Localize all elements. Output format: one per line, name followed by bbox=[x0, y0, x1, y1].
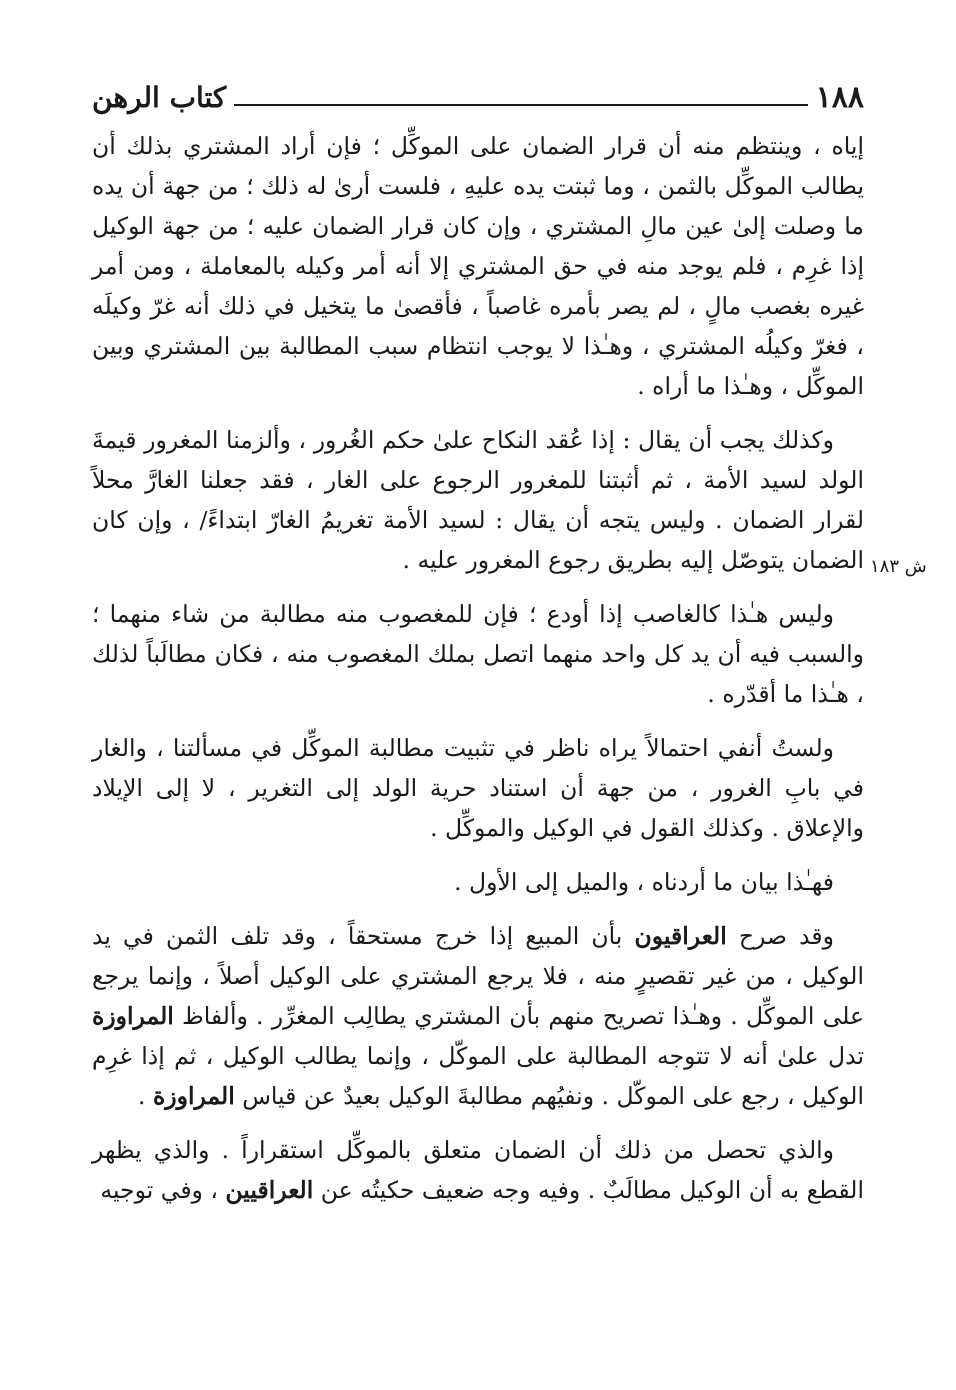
page-number: ١٨٨ bbox=[815, 80, 864, 115]
paragraph-5: فهـٰذا بيان ما أردناه ، والميل إلى الأول . bbox=[454, 868, 834, 896]
margin-note: ش ١٨٣ bbox=[870, 556, 927, 577]
paragraph-6 bbox=[92, 916, 864, 1116]
paragraph-2: وكذلك يجب أن يقال : إذا عُقد النكاح علىٰ حكم الغُرور ، وألزمنا المغرور قيمةَ الولد لسيد الأمة ، ثم أثبتنا للمغرور الرجوع على الغار ، فقد جعلنا الغارَّ محلاً لقرار الضمان . وليس يتجه أن يقال : لسيد الأمة تغريمُ الغارّ ابتداءً/ ، وإن كان الضمان يتوصّل إليه بطريق رجوع المغرور عليه . bbox=[92, 426, 864, 574]
highlighted-term: العراقيون bbox=[634, 922, 727, 950]
header-rule bbox=[234, 104, 807, 106]
paragraph-3: وليس هـٰذا كالغاصب إذا أودع ؛ فإن للمغصوب منه مطالبة من شاء منهما ؛ والسبب فيه أن يد كل واحد منهما اتصل بملك المغصوب منه ، فكان مطالَباً لذلك ، هـٰذا ما أقدّره . bbox=[92, 600, 864, 708]
paragraph-1: إياه ، وينتظم منه أن قرار الضمان على الموكِّل ؛ فإن أراد المشتري بذلك أن يطالب الموكِّل بالثمن ، وما ثبتت يده عليهِ ، فلست أرىٰ له ذلك ؛ من جهة أن يده ما وصلت إلىٰ عين مالِ المشتري ، وإن كان قرار الضمان عليه ؛ من جهة الوكيل إذا غرِم ، فلم يوجد منه في حق المشتري إلا أنه أمر وكيله بالمعاملة ، ومن أمر غيره بغصب مالٍ ، لم يصر بأمره غاصباً ، فأقصىٰ ما يتخيل في ذلك أنه غرّ وكيلَه ، فغرّ وكيلُه المشتري ، وهـٰذا لا يوجب انتظام سبب المطالبة بين المشتري وبين الموكِّل ، وهـٰذا ما أراه . bbox=[92, 132, 864, 400]
paragraph-6-text: بأن المبيع إذا خرج مستحقاً ، وقد تلف الثمن في يد الوكيل ، من غير تقصيرٍ منه ، فلا يرجع المشتري على الوكيل أصلاً ، وإنما يرجع على الموكِّل . وهـٰذا تصريح منهم بأن المشتري يطالِب المغرِّر . وألفاظ bbox=[92, 922, 864, 1030]
highlighted-term: المراوزة bbox=[92, 1002, 174, 1030]
page-header bbox=[92, 76, 864, 116]
body-text bbox=[92, 126, 864, 1224]
paragraph-6-text: . bbox=[137, 1082, 153, 1110]
highlighted-term: المراوزة bbox=[152, 1082, 235, 1110]
paragraph-7-text: ، وفي توجيه bbox=[100, 1176, 226, 1204]
paragraph-7 bbox=[92, 1130, 864, 1210]
highlighted-term: العراقيين bbox=[225, 1176, 314, 1204]
paragraph-6-text: وقد صرح bbox=[726, 922, 834, 950]
paragraph-6-text: تدل علىٰ أنه لا تتوجه المطالبة على الموكّل ، وإنما يطالب الوكيل ، ثم إذا غرِم الوكيل ، رجع على الموكّل . ونفيُهم مطالبةَ الوكيل بعيدٌ عن قياس bbox=[92, 1042, 864, 1110]
book-title: كتاب الرهن bbox=[92, 81, 227, 114]
paragraph-7-text: والذي تحصل من ذلك أن الضمان متعلق بالموكِّل استقراراً . والذي يظهر القطع به أن الوكيل مطالَبٌ . وفيه وجه ضعيف حكيتُه عن bbox=[92, 1136, 864, 1204]
paragraph-4: ولستُ أنفي احتمالاً يراه ناظر في تثبيت مطالبة الموكِّل في مسألتنا ، والغار في بابِ الغرور ، من جهة أن استناد حرية الولد إلى التغرير ، لا إلى الإيلاد والإعلاق . وكذلك القول في الوكيل والموكِّل . bbox=[92, 734, 864, 842]
